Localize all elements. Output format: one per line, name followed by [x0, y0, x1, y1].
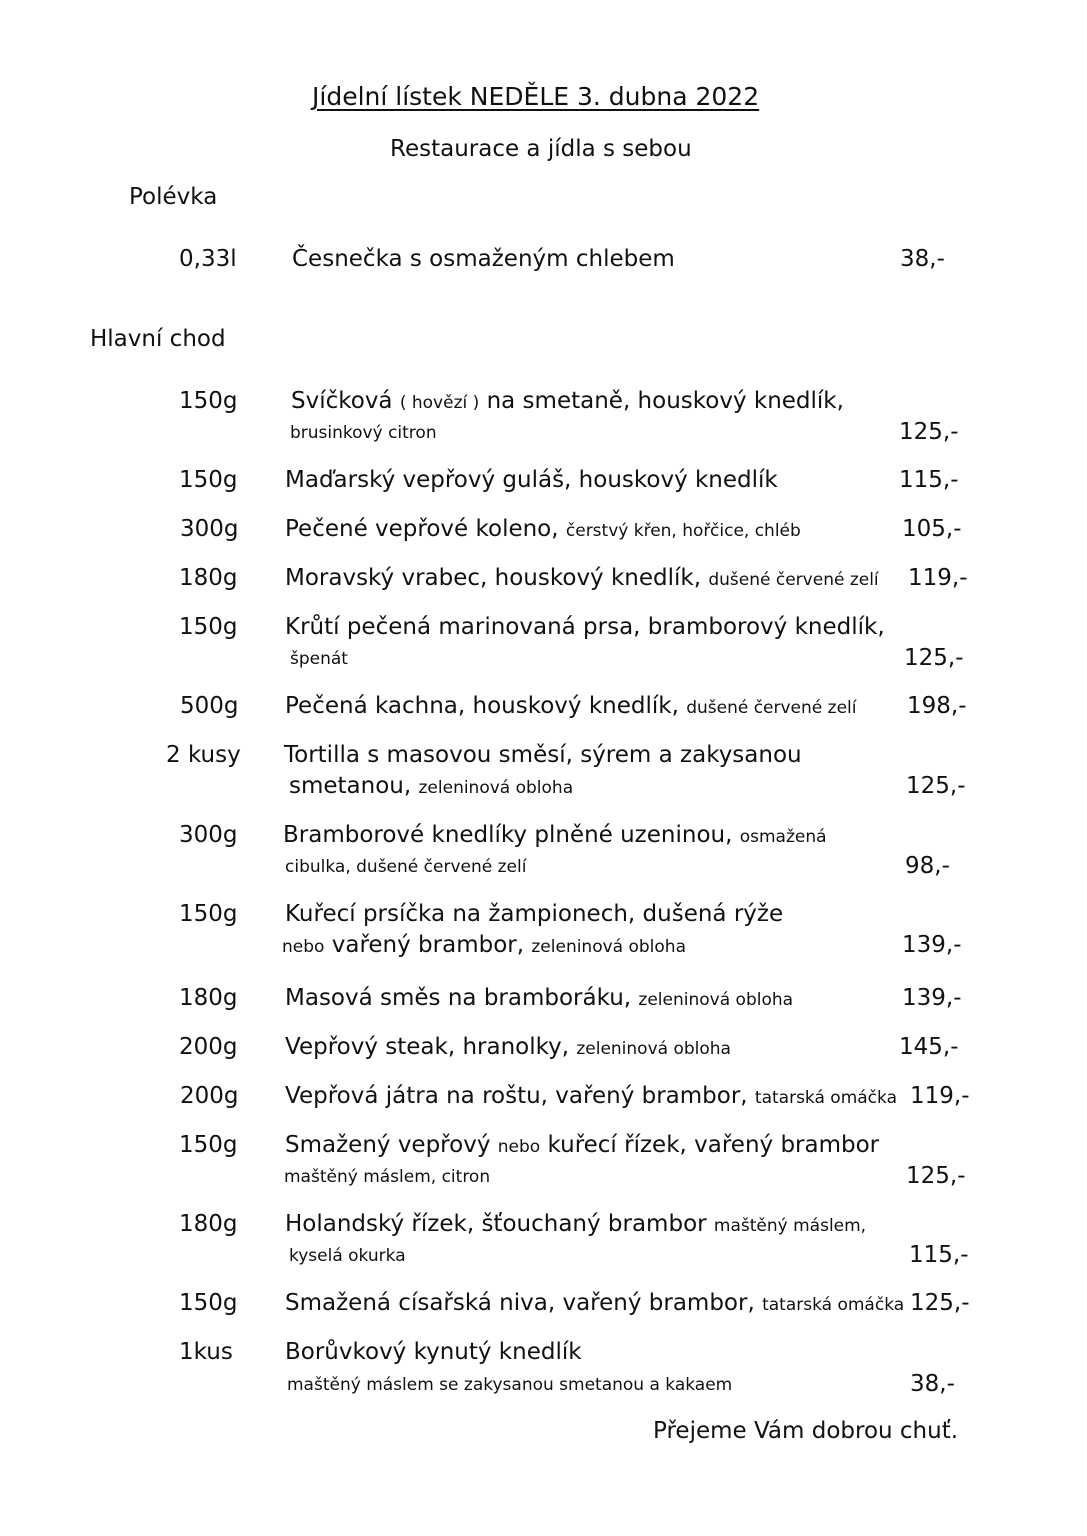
item-name-main: Svíčková — [291, 388, 393, 414]
item-name-rest: kuřecí řízek, vařený brambor — [547, 1132, 880, 1158]
item-quantity: 180g — [179, 565, 238, 591]
item-price: 139,- — [902, 985, 962, 1011]
item-name-main: smetanou, — [289, 773, 412, 799]
item-name: Maďarský vepřový guláš, houskový knedlík — [285, 467, 778, 493]
item-name-note: ( hovězí ) — [399, 393, 480, 413]
section-heading-soup: Polévka — [129, 184, 218, 210]
item-name-main: Holandský řízek, šťouchaný brambor — [285, 1211, 707, 1237]
item-name — [285, 693, 857, 719]
item-name-cont — [289, 773, 573, 799]
item-price: 38,- — [910, 1371, 955, 1397]
item-side: zeleninová obloha — [638, 990, 794, 1010]
item-side: zeleninová obloha — [418, 778, 574, 798]
closing-wish: Přejeme Vám dobrou chuť. — [653, 1418, 959, 1444]
section-heading-main: Hlavní chod — [90, 326, 226, 352]
item-name: Krůtí pečená marinovaná prsa, bramborový knedlík, — [285, 614, 885, 640]
item-price: 125,- — [906, 773, 966, 799]
soup-price: 38,- — [900, 246, 945, 272]
item-name-cont — [282, 932, 686, 958]
item-quantity: 2 kusy — [166, 742, 241, 768]
item-price: 125,- — [904, 645, 964, 671]
item-price: 139,- — [902, 932, 962, 958]
item-name — [283, 822, 827, 848]
item-name-main: Moravský vrabec, houskový knedlík, — [285, 565, 702, 591]
item-name-main: Vepřový steak, hranolky, — [285, 1034, 570, 1060]
item-quantity: 150g — [179, 901, 238, 927]
item-side: maštěný máslem, citron — [284, 1167, 491, 1187]
soup-quantity: 0,33l — [179, 246, 237, 272]
item-name — [285, 1132, 879, 1158]
item-quantity: 150g — [179, 388, 238, 414]
item-name-rest: na smetaně, houskový knedlík, — [486, 388, 844, 414]
item-name-main: Pečené vepřové koleno, — [285, 516, 559, 542]
item-side: zeleninová obloha — [531, 937, 687, 957]
item-price: 98,- — [905, 853, 950, 879]
item-name — [285, 985, 793, 1011]
item-name — [291, 388, 844, 414]
item-name: Kuřecí prsíčka na žampionech, dušená rýže — [285, 901, 784, 927]
item-quantity: 200g — [180, 1083, 239, 1109]
item-side: tatarská omáčka — [754, 1088, 897, 1108]
item-name: Tortilla s masovou směsí, sýrem a zakysanou — [284, 742, 802, 768]
item-name-main: Vepřová játra na roštu, vařený brambor, — [285, 1083, 748, 1109]
item-price: 105,- — [902, 516, 962, 542]
item-side: cibulka, dušené červené zelí — [285, 857, 527, 877]
item-price: 119,- — [910, 1083, 970, 1109]
item-quantity: 150g — [179, 1290, 238, 1316]
item-name — [285, 565, 879, 591]
item-side: čerstvý křen, hořčice, chléb — [565, 521, 801, 541]
item-name — [285, 1211, 866, 1237]
item-price: 115,- — [909, 1242, 969, 1268]
item-side: maštěný máslem, — [713, 1216, 867, 1236]
item-name — [285, 1083, 897, 1109]
item-name — [285, 1034, 731, 1060]
item-name-main: vařený brambor, — [331, 932, 525, 958]
item-side: kyselá okurka — [289, 1246, 406, 1266]
item-quantity: 150g — [179, 1132, 238, 1158]
item-side: osmažená — [739, 827, 827, 847]
item-price: 125,- — [910, 1290, 970, 1316]
item-quantity: 180g — [179, 985, 238, 1011]
item-side: špenát — [290, 649, 348, 669]
item-side: dušené červené zelí — [708, 570, 879, 590]
item-side: maštěný máslem se zakysanou smetanou a kakaem — [287, 1375, 733, 1395]
item-connector: nebo — [282, 937, 325, 957]
item-quantity: 300g — [179, 822, 238, 848]
menu-subtitle: Restaurace a jídla s sebou — [390, 136, 692, 162]
item-name: Borůvkový kynutý knedlík — [285, 1339, 582, 1365]
item-price: 125,- — [899, 419, 959, 445]
item-name — [285, 1290, 904, 1316]
item-price: 145,- — [899, 1034, 959, 1060]
item-side: brusinkový citron — [290, 423, 437, 443]
menu-title: Jídelní lístek NEDĚLE 3. dubna 2022 — [312, 82, 760, 111]
item-name — [285, 516, 801, 542]
item-name-main: Smažená císařská niva, vařený brambor, — [285, 1290, 755, 1316]
item-side: zeleninová obloha — [576, 1039, 731, 1059]
item-price: 125,- — [906, 1163, 966, 1189]
item-quantity: 150g — [179, 614, 238, 640]
item-quantity: 1kus — [179, 1339, 233, 1365]
item-name-main: Pečená kachna, houskový knedlík, — [285, 693, 679, 719]
item-price: 119,- — [908, 565, 968, 591]
item-price: 198,- — [907, 693, 967, 719]
item-quantity: 200g — [179, 1034, 238, 1060]
item-quantity: 300g — [180, 516, 239, 542]
item-name-main: Bramborové knedlíky plněné uzeninou, — [283, 822, 733, 848]
item-quantity: 500g — [180, 693, 239, 719]
item-quantity: 150g — [179, 467, 238, 493]
soup-name: Česnečka s osmaženým chlebem — [292, 246, 675, 272]
item-side: dušené červené zelí — [686, 698, 857, 718]
item-name-main: Masová směs na bramboráku, — [285, 985, 632, 1011]
item-side: tatarská omáčka — [762, 1295, 905, 1315]
item-name-main: Smažený vepřový — [285, 1132, 491, 1158]
item-price: 115,- — [899, 467, 959, 493]
item-connector: nebo — [497, 1137, 541, 1157]
item-quantity: 180g — [179, 1211, 238, 1237]
